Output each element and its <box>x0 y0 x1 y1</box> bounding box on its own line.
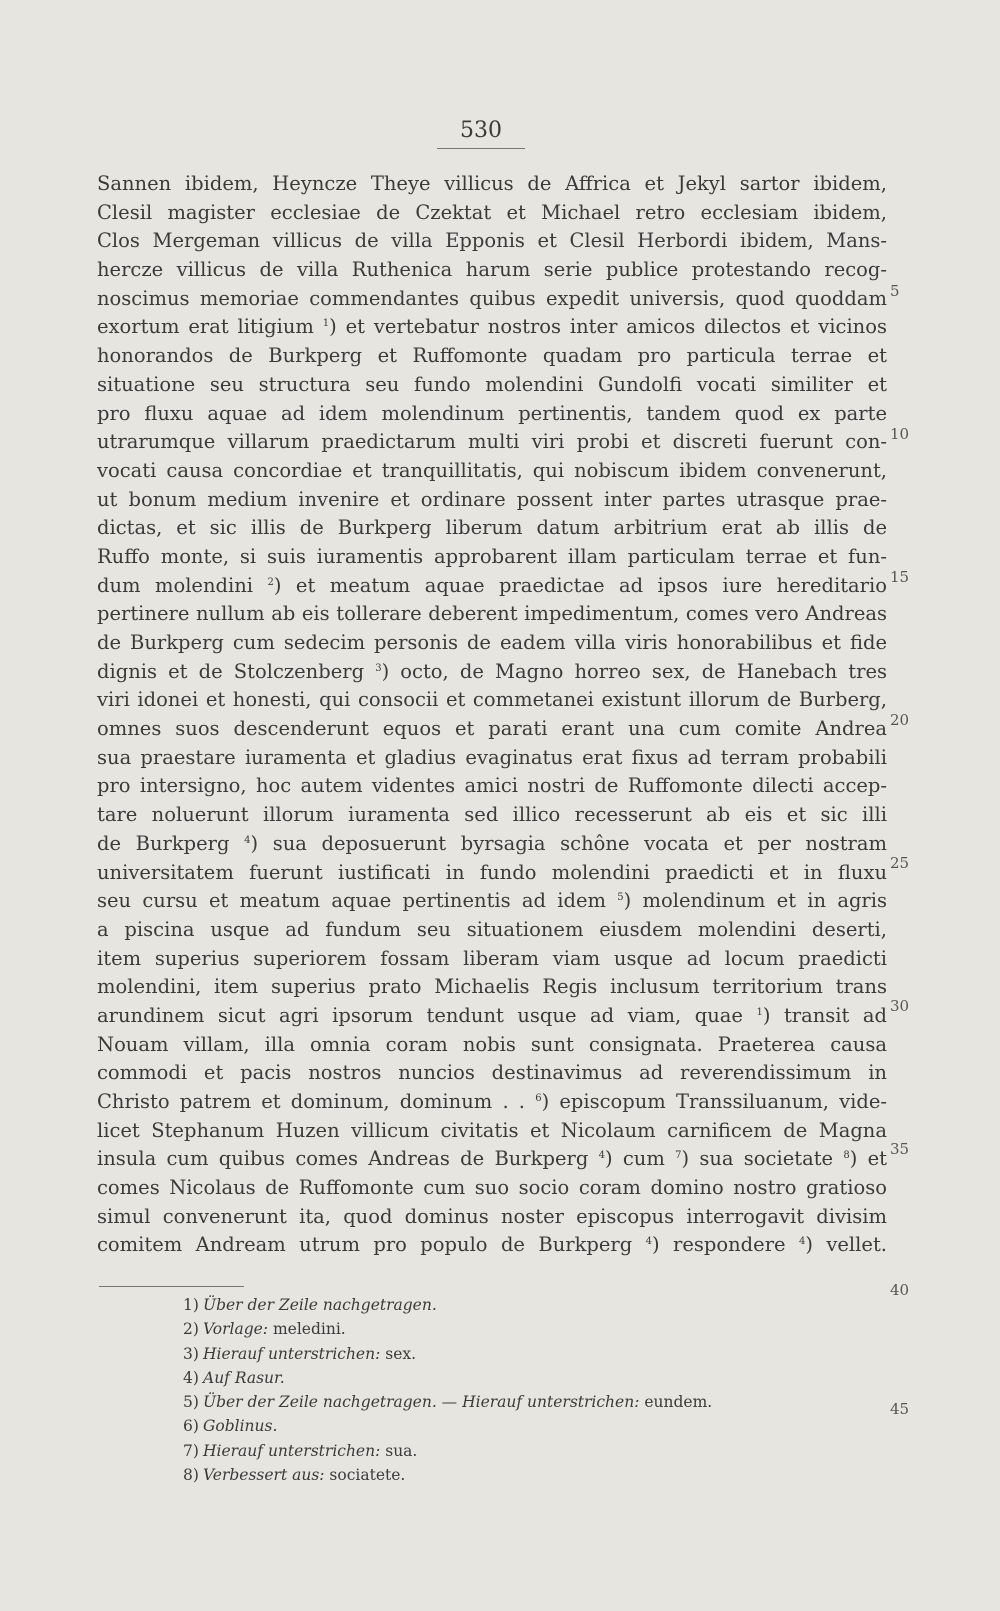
line-number: 35 <box>890 1140 910 1158</box>
line-number: 30 <box>890 997 910 1015</box>
footnote-plain-text: eundem. <box>639 1393 713 1412</box>
footnote <box>183 1366 883 1390</box>
footnote <box>183 1293 883 1317</box>
text-line: dignis et de Stolczenberg $^3$) octo, de Magno horreo sex, de Hanebach tres <box>97 659 887 683</box>
footnote-mark: 5) <box>183 1393 199 1412</box>
footnote-italic-text: Über der Zeile nachgetragen. <box>203 1296 437 1314</box>
text-line: dictas, et sic illis de Burkperg liberum datum arbitrium erat ab illis de <box>97 516 887 540</box>
footnote-ref: 4 <box>798 1236 806 1248</box>
footnote-ref: 8 <box>843 1150 850 1162</box>
text-line: Sannen ibidem, Heyncze Theye villicus de Affrica et Jekyl sartor ibidem, <box>97 172 887 195</box>
text-line: ut bonum medium invenire et ordinare possent inter partes utrasque prae- <box>97 487 887 511</box>
footnote-ref: 1 <box>322 318 330 330</box>
footnote-italic-text: Goblinus. <box>203 1417 278 1436</box>
footnote-italic-text: Auf Rasur. <box>203 1368 285 1387</box>
text-line: comitem Andream utrum pro populo de Burkperg $^4$) respondere $^4$) vellet. <box>97 1233 887 1257</box>
footnote-ref: 4 <box>645 1236 653 1248</box>
footnote-mark: 7) <box>183 1441 199 1460</box>
text-line: arundinem sicut agri ipsorum tendunt usque ad viam, quae $^1$) transit ad <box>97 1003 887 1027</box>
body-text <box>97 170 887 1260</box>
footnote <box>183 1390 883 1414</box>
text-line: dum molendini $^2$) et meatum aquae praedictae ad ipsos iure hereditario <box>97 573 887 597</box>
text-line: molendini, item superius prato Michaelis Regis inclusum territorium trans <box>97 975 887 999</box>
line-number: 5 <box>890 282 900 300</box>
text-line: sua praestare iuramenta et gladius evaginatus erat fixus ad terram probabili <box>97 745 887 769</box>
footnote-plain-text: meledini. <box>268 1320 346 1339</box>
footnote <box>183 1439 883 1463</box>
footnote-ref: 7 <box>675 1150 682 1162</box>
text-line: insula cum quibus comes Andreas de Burkperg $^4$) cum $^7$) sua societate $^8$) et <box>97 1147 887 1171</box>
footnote-italic-text: Hierauf unterstrichen: <box>203 1441 381 1460</box>
text-line: universitatem fuerunt iustificati in fundo molendini praedicti et in fluxu <box>97 860 887 884</box>
footnote-mark: 6) <box>183 1417 199 1436</box>
footnote <box>183 1414 883 1438</box>
text-line: Nouam villam, illa omnia coram nobis sunt consignata. Praeterea causa <box>97 1032 887 1056</box>
text-line: situatione seu structura seu fundo molendini Gundolfi vocati similiter et <box>97 372 887 396</box>
line-number: 45 <box>890 1400 910 1418</box>
line-number: 40 <box>890 1281 910 1299</box>
footnote-plain-text: sua. <box>380 1441 418 1460</box>
footnote-plain-text: sex. <box>380 1344 417 1363</box>
line-number: 15 <box>890 568 910 586</box>
footnote-ref: 4 <box>598 1150 605 1162</box>
footnote-ref: 6 <box>535 1093 542 1104</box>
text-line: hercze villicus de villa Ruthenica harum serie publice protestando recog- <box>97 258 887 282</box>
text-line: Clos Mergeman villicus de villa Epponis et Clesil Herbordi ibidem, Mans- <box>97 229 887 253</box>
text-line: licet Stephanum Huzen villicum civitatis et Nicolaum carnificem de Magna <box>97 1118 887 1142</box>
text-line: pertinere nullum ab eis tollerare deberent impedimentum, comes vero Andreas <box>97 602 887 626</box>
footnote-italic-text: Hierauf unterstrichen: <box>203 1344 381 1363</box>
footnote <box>183 1317 883 1341</box>
text-line: comes Nicolaus de Ruffomonte cum suo socio coram domino nostro gratioso <box>97 1176 887 1200</box>
footnote-italic-text: Über der Zeile nachgetragen. — Hierauf unterstrichen: <box>203 1393 640 1412</box>
text-line: seu cursu et meatum aquae pertinentis ad idem $^5$) molendinum et in agris <box>97 889 887 913</box>
footnote-mark: 4) <box>183 1368 199 1387</box>
text-line: viri idonei et honesti, qui consocii et commetanei existunt illorum de Burberg, <box>97 688 887 712</box>
footnote-italic-text: Vorlage: <box>203 1320 269 1339</box>
text-line: item superius superiorem fossam liberam viam usque ad locum praedicti <box>97 946 887 970</box>
text-line: omnes suos descenderunt equos et parati erant una cum comite Andrea <box>97 717 887 741</box>
footnote-plain-text: sociatete. <box>324 1466 406 1485</box>
footnote-italic-text: Verbessert aus: <box>203 1466 325 1485</box>
text-line: simul convenerunt ita, quod dominus noster episcopus interrogavit divisim <box>97 1204 887 1228</box>
text-line: de Burkperg cum sedecim personis de eadem villa viris honorabilibus et fide <box>97 631 887 654</box>
text-line: pro intersigno, hoc autem videntes amici nostri de Ruffomonte dilecti accep- <box>97 774 887 798</box>
footnote <box>183 1463 883 1487</box>
footnote-ref: 5 <box>617 892 624 904</box>
footnote-rule <box>99 1286 244 1287</box>
text-line: noscimus memoriae commendantes quibus expedit universis, quod quoddam <box>97 286 887 310</box>
footnote-ref: 3 <box>375 662 382 674</box>
footnote-ref: 4 <box>244 834 251 846</box>
text-line: Ruffo monte, si suis iuramentis approbarent illam particulam terrae et fun- <box>97 544 887 568</box>
page-number: 530 <box>460 118 502 143</box>
text-line: vocati causa concordiae et tranquillitatis, qui nobiscum ibidem convenerunt, <box>97 458 887 482</box>
line-number: 25 <box>890 854 910 872</box>
text-line: pro fluxu aquae ad idem molendinum pertinentis, tandem quod ex parte <box>97 401 887 425</box>
line-number: 10 <box>890 425 910 443</box>
footnote <box>183 1342 883 1366</box>
text-line: Clesil magister ecclesiae de Czektat et Michael retro ecclesiam ibidem, <box>97 200 887 224</box>
footnote-mark: 3) <box>183 1344 199 1363</box>
footnote-mark: 1) <box>183 1296 199 1314</box>
footnotes <box>183 1293 883 1487</box>
text-line: commodi et pacis nostros nuncios destinavimus ad reverendissimum in <box>97 1061 887 1085</box>
footnote-mark: 2) <box>183 1320 199 1339</box>
footnote-ref: 2 <box>267 576 274 588</box>
text-line: exortum erat litigium $^1$) et vertebatur nostros inter amicos dilectos et vicinos <box>97 315 887 339</box>
text-line: tare noluerunt illorum iuramenta sed illico recesserunt ab eis et sic illi <box>97 803 887 827</box>
text-line: honorandos de Burkperg et Ruffomonte quadam pro particula terrae et <box>97 344 887 368</box>
text-line: a piscina usque ad fundum seu situationem eiusdem molendini deserti, <box>97 917 887 941</box>
line-number: 20 <box>890 711 910 729</box>
text-line: utrarumque villarum praedictarum multi viri probi et discreti fuerunt con- <box>97 430 887 454</box>
page-number-rule <box>437 148 525 149</box>
footnote-mark: 8) <box>183 1466 199 1485</box>
text-line: Christo patrem et dominum, dominum . . $^6$) episcopum Transsiluanum, vide- <box>97 1090 887 1113</box>
footnote-ref: 1 <box>756 1006 763 1018</box>
text-line: de Burkperg $^4$) sua deposuerunt byrsagia schône vocata et per nostram <box>97 831 887 855</box>
